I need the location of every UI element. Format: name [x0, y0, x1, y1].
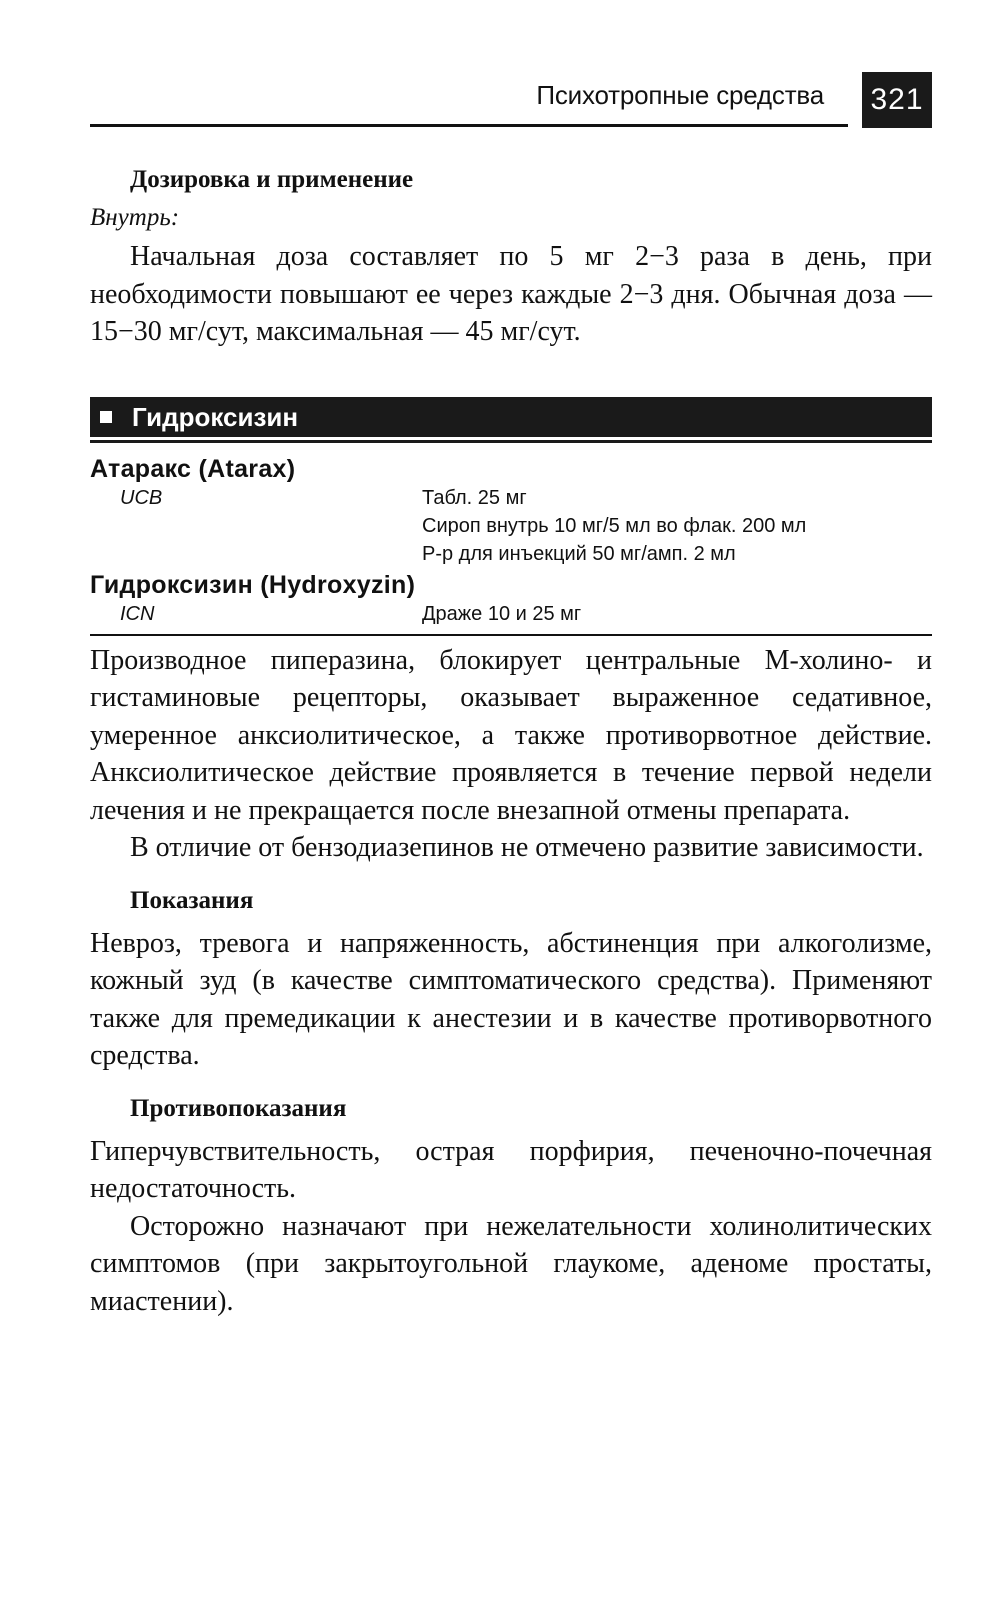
caution-text: Осторожно назначают при нежелательности холинолитических симптомов (при закрытоугольной глаукоме, аденоме простаты, миастении). — [90, 1210, 932, 1317]
dosage-form: Р-р для инъекций 50 мг/амп. 2 мл — [422, 542, 736, 565]
dosage-heading: Дозировка и применение — [130, 166, 414, 193]
square-bullet-icon — [100, 411, 112, 423]
indications-text: Невроз, тревога и напряженность, абстиненция при алкоголизме, кожный зуд (в качестве симптоматического средства). Применяют также для премедикации к анестезии и в качестве противорвотного средства. — [90, 927, 932, 1071]
dosage-text: Начальная доза составляет по 5 мг 2−3 раза в день, при необходимости повышают ее через каждые 2−3 дня. Обычная доза — 15−30 мг/сут, максимальная — 45 мг/сут. — [90, 241, 932, 347]
contraindications-text: Гиперчувствительность, острая порфирия, печеночно-почечная недостаточность. — [90, 1135, 932, 1204]
indications-heading: Показания — [130, 886, 254, 914]
manufacturer: UCB — [120, 486, 163, 509]
brand-forms-table — [90, 454, 932, 636]
contraindications-heading: Противопоказания — [130, 1094, 347, 1122]
book-page — [90, 68, 932, 1320]
page-number: 321 — [862, 72, 932, 128]
dosage-forms — [422, 600, 581, 628]
dosage-forms — [422, 484, 806, 568]
brand-row — [90, 600, 932, 628]
route-label: Внутрь: — [90, 204, 180, 231]
brand-row — [90, 484, 932, 568]
dosage-form: Драже 10 и 25 мг — [422, 602, 582, 625]
brand-name: Гидроксизин (Hydroxyzin) — [90, 570, 416, 599]
section-title: Психотропные средства — [536, 80, 824, 110]
drug-heading-bar — [90, 397, 932, 440]
description-paragraph: В отличие от бензодиазепинов не отмечено развитие зависимости. — [130, 832, 924, 863]
description-paragraph: Производное пиперазина, блокирует центральные М-холино- и гистаминовые рецепторы, оказывает выраженное седативное, умеренное анксиолитическое, а также противорвотное действие. Анксиолитическое действие проявляется в течение первой недели лечения и не прекращается после внезапной отмены препарата. — [90, 644, 932, 826]
dosage-form: Сироп внутрь 10 мг/5 мл во флак. 200 мл — [422, 514, 807, 537]
dosage-form: Табл. 25 мг — [422, 486, 527, 509]
header-rule — [90, 124, 848, 127]
drug-name: Гидроксизин — [132, 401, 299, 432]
running-header — [90, 68, 932, 130]
manufacturer: ICN — [120, 602, 155, 625]
brand-name: Атаракс (Atarax) — [90, 454, 296, 483]
